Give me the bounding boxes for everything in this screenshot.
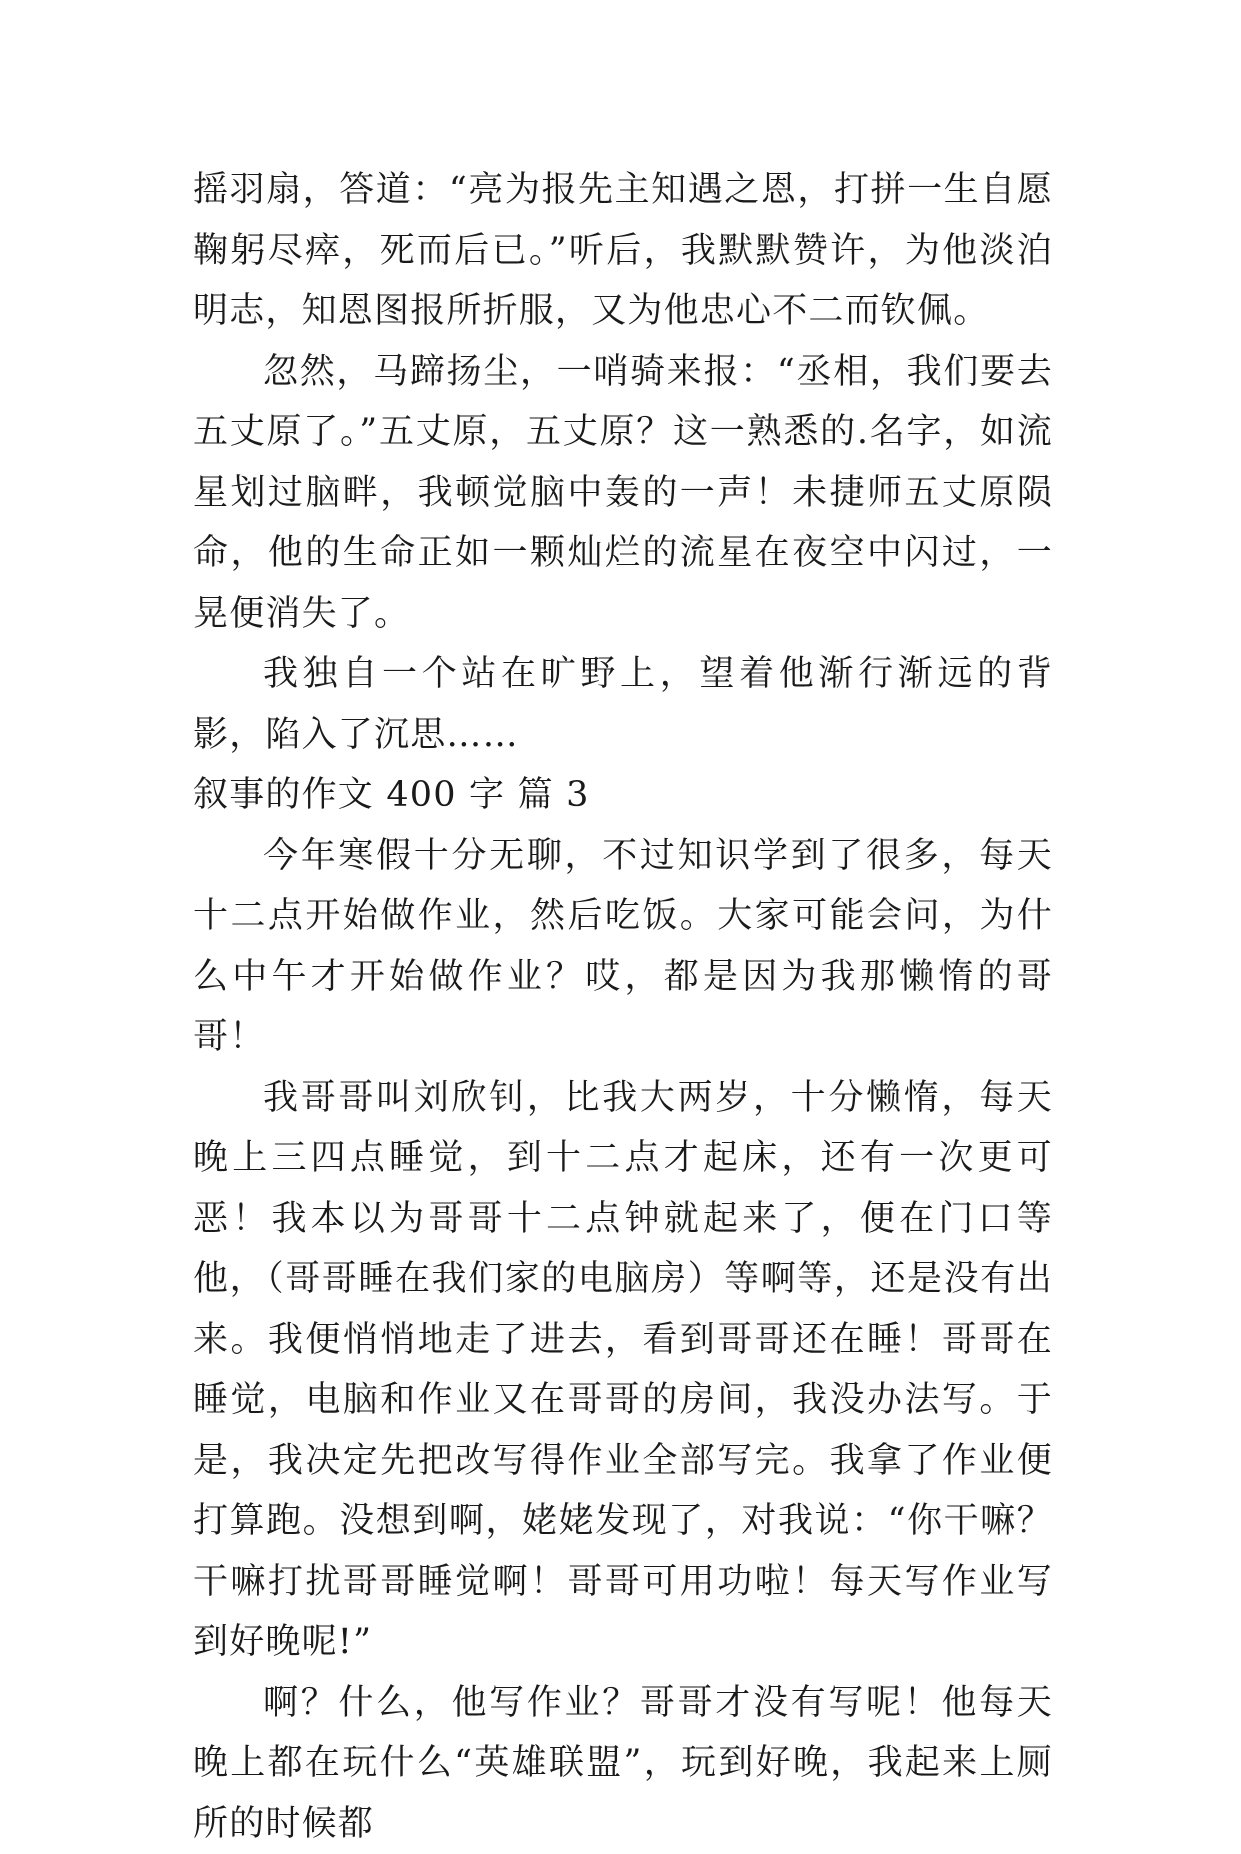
document-body	[193, 160, 1053, 1854]
paragraph-5: 我哥哥叫刘欣钊，比我大两岁，十分懒惰，每天晚上三四点睡觉，到十二点才起床，还有一次更可恶！我本以为哥哥十二点钟就起来了，便在门口等他，（哥哥睡在我们家的电脑房）等啊等，还是没有出来。我便悄悄地走了进去，看到哥哥还在睡！哥哥在睡觉，电脑和作业又在哥哥的房间，我没办法写。于是，我决定先把改写得作业全部写完。我拿了作业便打算跑。没想到啊，姥姥发现了，对我说：“你干嘛？干嘛打扰哥哥睡觉啊！哥哥可用功啦！每天写作业写到好晚呢!”	[193, 1068, 1053, 1673]
paragraph-1: 摇羽扇，答道：“亮为报先主知遇之恩，打拼一生自愿鞠躬尽瘁，死而后已。”听后，我默默赞许，为他淡泊明志，知恩图报所折服，又为他忠心不二而钦佩。	[193, 160, 1053, 342]
section-heading: 叙事的作文 400 字 篇 3	[193, 765, 1053, 826]
paragraph-4: 今年寒假十分无聊，不过知识学到了很多，每天十二点开始做作业，然后吃饭。大家可能会问，为什么中午才开始做作业？哎，都是因为我那懒惰的哥哥！	[193, 826, 1053, 1068]
paragraph-3: 我独自一个站在旷野上，望着他渐行渐远的背影，陷入了沉思……	[193, 644, 1053, 765]
paragraph-2: 忽然，马蹄扬尘，一哨骑来报：“丞相，我们要去五丈原了。”五丈原，五丈原？这一熟悉的.名字，如流星划过脑畔，我顿觉脑中轰的一声！未捷师五丈原陨命，他的生命正如一颗灿烂的流星在夜空中闪过，一晃便消失了。	[193, 342, 1053, 645]
paragraph-6: 啊？什么，他写作业？哥哥才没有写呢！他每天晚上都在玩什么“英雄联盟”，玩到好晚，我起来上厕所的时候都	[193, 1673, 1053, 1854]
